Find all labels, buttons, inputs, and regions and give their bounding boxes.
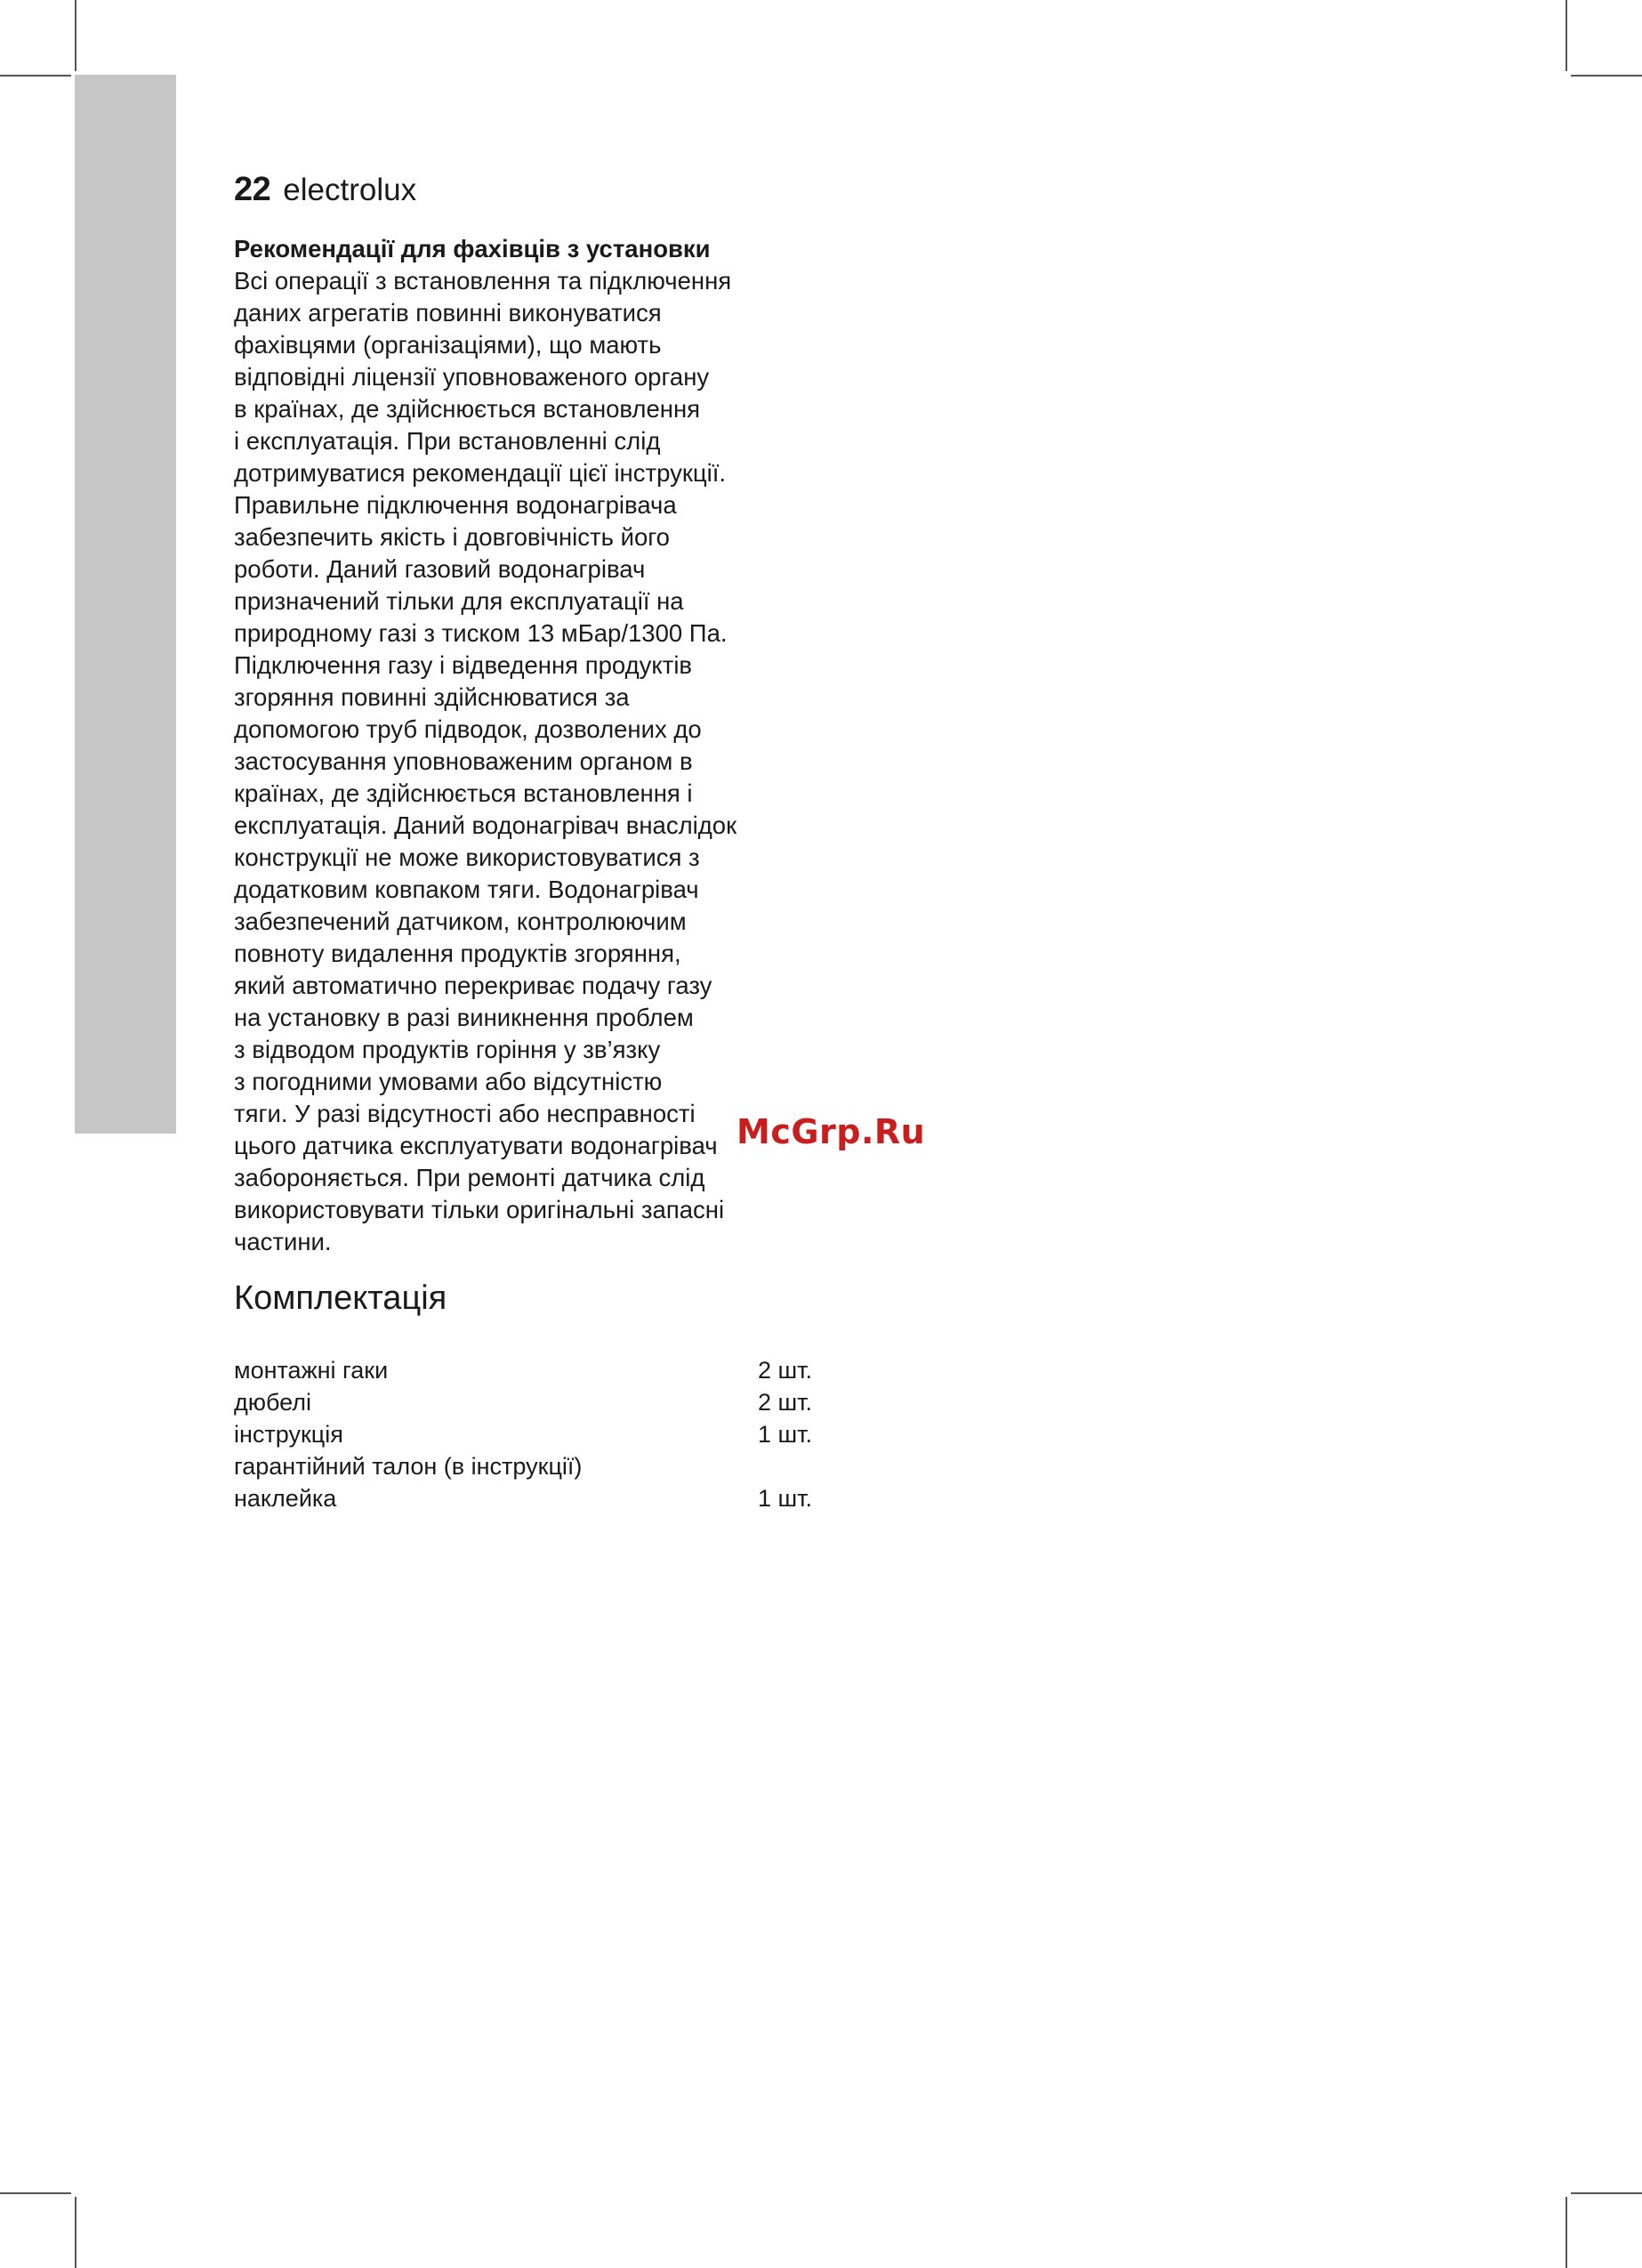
- watermark: McGrp.Ru: [736, 1112, 926, 1151]
- crop-mark: [0, 75, 71, 77]
- side-tab: [75, 75, 176, 1134]
- body-line: Підключення газу і відведення продуктів: [234, 651, 693, 679]
- crop-mark: [0, 2192, 71, 2194]
- body-line: використовувати тільки оригінальні запасні: [234, 1196, 725, 1223]
- body-line: призначений тільки для експлуатації на: [234, 587, 684, 615]
- body-line: даних агрегатів повинні виконуватися: [234, 299, 662, 327]
- kit-item: [234, 1386, 812, 1418]
- installer-recommendations-section: [234, 233, 857, 1258]
- kit-item-name: наклейка: [234, 1485, 337, 1512]
- kit-item-qty: 2 шт.: [757, 1389, 812, 1416]
- kit-item: [234, 1482, 812, 1514]
- kit-item-qty: 2 шт.: [757, 1357, 812, 1384]
- body-line: додатковим ковпаком тяги. Водонагрівач: [234, 876, 699, 903]
- kit-item: [234, 1450, 812, 1482]
- body-line: допомогою труб підводок, дозволених до: [234, 715, 702, 743]
- body-line: згоряння повинні здійснюватися за: [234, 683, 630, 711]
- body-line: повноту видалення продуктів згоряння,: [234, 940, 681, 967]
- crop-mark: [1571, 75, 1642, 77]
- body-line: на установку в разі виникнення проблем: [234, 1004, 694, 1031]
- body-line: роботи. Даний газовий водонагрівач: [234, 555, 646, 583]
- body-line: застосування уповноваженим органом в: [234, 747, 693, 775]
- body-line: природному газі з тиском 13 мБар/1300 Па.: [234, 619, 728, 647]
- page-header: [234, 171, 416, 215]
- crop-mark: [75, 2197, 76, 2268]
- kit-list: [234, 1354, 812, 1514]
- body-line: забезпечить якість і довговічність його: [234, 523, 670, 551]
- body-line: забезпечений датчиком, контролюючим: [234, 908, 687, 935]
- section-body: [234, 265, 857, 1258]
- crop-mark: [75, 0, 76, 71]
- brand-name: electrolux: [283, 173, 417, 207]
- body-line: з відводом продуктів горіння у зв’язку: [234, 1036, 661, 1063]
- body-line: який автоматично перекриває подачу газу: [234, 972, 712, 999]
- body-line: фахівцями (організаціями), що мають: [234, 331, 662, 359]
- section-heading: Рекомендації для фахівців з установки: [234, 235, 711, 262]
- body-line: Всі операції з встановлення та підключення: [234, 267, 732, 295]
- body-line: цього датчика експлуатувати водонагрівач: [234, 1132, 718, 1159]
- kit-item: [234, 1354, 812, 1386]
- body-line: країнах, де здійснюється встановлення і: [234, 779, 693, 807]
- kit-item-name: монтажні гаки: [234, 1357, 389, 1384]
- crop-mark: [1566, 2197, 1567, 2268]
- body-line: і експлуатація. При встановленні слід: [234, 427, 661, 455]
- kit-item-name: інструкція: [234, 1421, 343, 1448]
- kit-item-name: дюбелі: [234, 1389, 312, 1416]
- body-line: в країнах, де здійснюється встановлення: [234, 395, 701, 423]
- body-line: відповідні ліцензії уповноваженого органу: [234, 363, 710, 391]
- body-line: Правильне підключення водонагрівача: [234, 491, 677, 519]
- body-line: дотримуватися рекомендації цієї інструкції.: [234, 459, 726, 487]
- kit-item-qty: 1 шт.: [757, 1421, 812, 1448]
- kit-heading: Комплектація: [234, 1279, 447, 1317]
- body-line: частини.: [234, 1228, 332, 1255]
- body-line: забороняється. При ремонті датчика слід: [234, 1164, 705, 1191]
- page-number: 22: [234, 171, 271, 208]
- crop-mark: [1566, 0, 1567, 71]
- kit-item-name: гарантійний талон (в інструкції): [234, 1453, 583, 1480]
- body-line: конструкції не може використовуватися з: [234, 843, 700, 871]
- kit-item: [234, 1418, 812, 1450]
- body-line: з погодними умовами або відсутністю: [234, 1068, 663, 1095]
- kit-item-qty: 1 шт.: [757, 1485, 812, 1512]
- crop-mark: [1571, 2192, 1642, 2194]
- body-line: тяги. У разі відсутності або несправності: [234, 1100, 696, 1127]
- body-line: експлуатація. Даний водонагрівач внаслідок: [234, 811, 737, 839]
